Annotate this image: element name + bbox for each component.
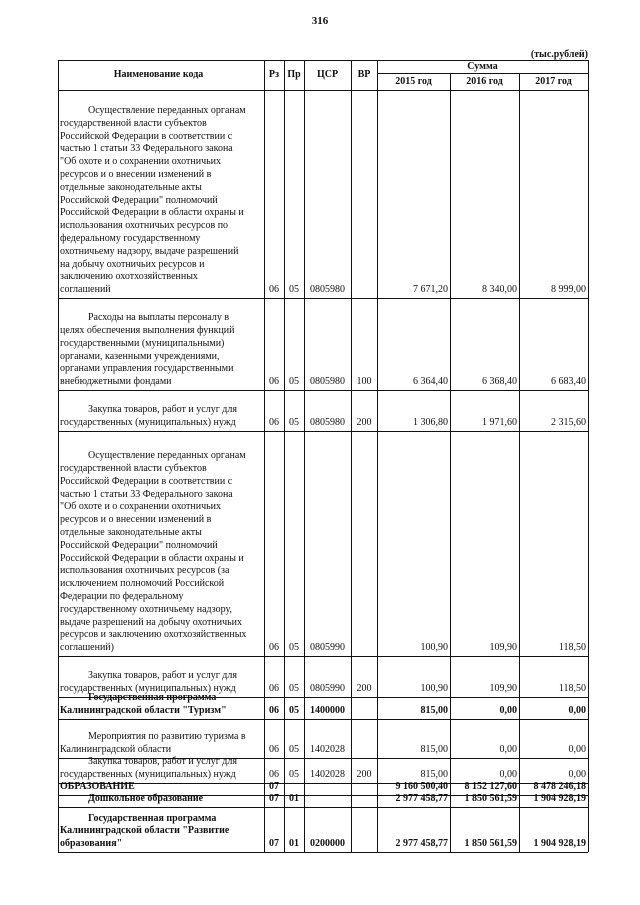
row-name-line: Мероприятия по развитию туризма в [88, 731, 246, 743]
row-rz: 06 [269, 284, 279, 296]
row-rule [58, 807, 588, 808]
row-rule [58, 656, 588, 657]
row-name-line: использования охотничьих ресурсов по [60, 220, 229, 232]
row-vr: 200 [356, 769, 372, 781]
row-pr: 01 [289, 793, 299, 805]
row-name-line: органами, казенными учреждениями, [60, 350, 220, 362]
row-name-line: федеральному государственному [60, 232, 201, 244]
row-name-line: государственных (муниципальных) нужд [60, 769, 236, 781]
row-name-line: использования охотничьих ресурсов (за [60, 565, 230, 577]
row-csr: 0805980 [310, 284, 345, 296]
row-name-line: целях обеспечения выполнения функций [60, 324, 235, 336]
row-pr: 01 [289, 838, 299, 850]
units-label: (тыс.рублей) [530, 49, 588, 60]
row-name-line: Осуществление переданных органам [88, 450, 246, 462]
table-top-rule [58, 60, 588, 61]
column-rule [377, 60, 378, 852]
column-rule [304, 60, 305, 852]
row-name-line: соглашений [60, 284, 111, 296]
header-rz: Рз [268, 69, 280, 81]
row-rule [58, 390, 588, 391]
row-name [59, 793, 264, 806]
row-vr: 100 [356, 376, 372, 388]
header-2015: 2015 год [395, 75, 432, 87]
row-name-line: ресурсов и о внесении изменений в [60, 168, 212, 180]
row-name [59, 756, 264, 782]
row-2015: 1 306,80 [413, 417, 448, 429]
row-2015: 2 977 458,77 [395, 793, 448, 805]
row-name-line: Закупка товаров, работ и услуг для [88, 404, 237, 416]
row-2015: 100,90 [420, 683, 448, 695]
sum-header-rule [377, 73, 588, 74]
row-2016: 0,00 [499, 769, 517, 781]
row-vr: 200 [356, 683, 372, 695]
page-number: 316 [311, 15, 329, 27]
row-name-line: на добычу охотничьих ресурсов и [60, 258, 205, 270]
row-name-line: внебюджетными фондами [60, 376, 172, 388]
row-name [59, 781, 264, 794]
row-name-line: охотничьему надзору, выдаче разрешений [60, 245, 239, 257]
row-2017: 1 904 928,19 [533, 838, 586, 850]
row-2016: 109,90 [489, 683, 517, 695]
row-name-line: Закупка товаров, работ и услуг для [88, 756, 237, 768]
row-rule [58, 431, 588, 432]
row-name-line: исключением полномочий Российской [60, 578, 225, 590]
row-name-line: заключению охотхозяйственных [60, 271, 198, 283]
row-name-line: государственными (муниципальными) [60, 337, 225, 349]
row-rz: 06 [269, 376, 279, 388]
row-name-line: образования" [60, 838, 123, 850]
row-2015: 2 977 458,77 [395, 838, 448, 850]
row-2017: 118,50 [558, 642, 586, 654]
row-pr: 05 [289, 284, 299, 296]
row-name-line: Российской Федерации в соответствии с [60, 130, 233, 142]
row-2017: 8 478 246,18 [533, 781, 586, 793]
row-name-line: ОБРАЗОВАНИЕ [60, 781, 135, 793]
row-pr: 05 [289, 642, 299, 654]
row-rz: 06 [269, 744, 279, 756]
column-rule [450, 73, 451, 852]
row-csr: 0200000 [310, 838, 345, 850]
row-pr: 05 [289, 705, 299, 717]
header-vr: ВР [357, 69, 371, 81]
row-name-line: Государственная программа [88, 812, 217, 824]
row-name-line: частью 1 статьи 33 Федерального закона [60, 488, 233, 500]
row-csr: 1400000 [310, 705, 345, 717]
row-2017: 0,00 [568, 744, 586, 756]
row-vr: 200 [356, 417, 372, 429]
row-2017: 8 999,00 [551, 284, 586, 296]
row-rz: 07 [269, 793, 279, 805]
row-rule [58, 298, 588, 299]
row-2016: 1 850 561,59 [464, 793, 517, 805]
header-2017: 2017 год [535, 75, 572, 87]
row-name-line: частью 1 статьи 33 Федерального закона [60, 143, 233, 155]
row-name-line: Закупка товаров, работ и услуг для [88, 670, 237, 682]
row-csr: 1402028 [310, 744, 345, 756]
row-name [59, 692, 264, 718]
row-2015: 7 671,20 [413, 284, 448, 296]
row-2016: 8 152 127,60 [464, 781, 517, 793]
header-sum: Сумма [467, 60, 498, 72]
row-pr: 05 [289, 683, 299, 695]
column-rule [519, 73, 520, 852]
row-name-line: органами управления государственными [60, 363, 234, 375]
row-name-line: государственных (муниципальных) нужд [60, 417, 236, 429]
row-2016: 0,00 [499, 705, 517, 717]
row-rule [58, 852, 588, 853]
column-rule [588, 60, 589, 852]
row-2015: 815,00 [420, 744, 448, 756]
row-2015: 100,90 [420, 642, 448, 654]
header-2016: 2016 год [466, 75, 503, 87]
row-name-line: соглашений) [60, 642, 114, 654]
column-rule [264, 60, 265, 852]
row-2016: 8 340,00 [482, 284, 517, 296]
row-2017: 1 904 928,19 [533, 793, 586, 805]
row-2017: 118,50 [558, 683, 586, 695]
row-name-line: государственному охотничьему надзору, [60, 603, 232, 615]
row-pr: 05 [289, 769, 299, 781]
row-rule [58, 719, 588, 720]
row-2016: 109,90 [489, 642, 517, 654]
header-csr: ЦСР [316, 69, 339, 81]
row-name [59, 731, 264, 757]
row-name-line: государственных (муниципальных) нужд [60, 683, 236, 695]
row-rz: 06 [269, 642, 279, 654]
row-name-line: Дошкольное образование [88, 793, 204, 805]
row-rz: 07 [269, 781, 279, 793]
row-pr: 05 [289, 417, 299, 429]
row-csr: 0805980 [310, 417, 345, 429]
row-name-line: Калининградской области [60, 744, 172, 756]
row-name-line: отдельные законодательные акты [60, 526, 202, 538]
row-2016: 1 850 561,59 [464, 838, 517, 850]
row-name-line: "Об охоте и о сохранении охотничьих [60, 156, 222, 168]
row-2016: 6 368,40 [482, 376, 517, 388]
row-2017: 0,00 [568, 769, 586, 781]
row-name-line: ресурсов и заключению охотхозяйственных [60, 629, 247, 641]
row-name-line: Калининградской области "Развитие [60, 825, 230, 837]
header-pr: Пр [287, 69, 301, 81]
row-2015: 9 160 500,40 [395, 781, 448, 793]
row-rz: 06 [269, 705, 279, 717]
row-name-line: Российской Федерации в области охраны и [60, 207, 244, 219]
row-csr: 0805990 [310, 642, 345, 654]
row-name-line: выдаче разрешений на добычу охотничьих [60, 616, 243, 628]
row-pr: 05 [289, 744, 299, 756]
row-2015: 6 364,40 [413, 376, 448, 388]
row-rz: 06 [269, 769, 279, 781]
row-name [59, 813, 264, 851]
row-name-line: Российской Федерации в области охраны и [60, 552, 244, 564]
row-name-line: Российской Федерации" полномочий [60, 539, 218, 551]
row-name-line: Государственная программа [88, 692, 217, 704]
row-name [59, 450, 264, 655]
row-name-line: ресурсов и о внесении изменений в [60, 514, 212, 526]
row-name [59, 404, 264, 430]
row-name-line: "Об охоте и о сохранении охотничьих [60, 501, 222, 513]
row-2016: 1 971,60 [482, 417, 517, 429]
row-2015: 815,00 [420, 769, 448, 781]
row-name [59, 312, 264, 389]
row-2017: 2 315,60 [551, 417, 586, 429]
row-pr: 05 [289, 376, 299, 388]
row-rz: 06 [269, 683, 279, 695]
row-rz: 07 [269, 838, 279, 850]
row-csr: 1402028 [310, 769, 345, 781]
row-name-line: отдельные законодательные акты [60, 181, 202, 193]
row-name-line: Федерации по федеральному [60, 590, 184, 602]
column-rule [351, 60, 352, 852]
row-2017: 0,00 [568, 705, 586, 717]
row-2016: 0,00 [499, 744, 517, 756]
row-name-line: государственной власти субъектов [60, 117, 207, 129]
row-name-line: Осуществление переданных органам [88, 105, 246, 116]
row-name-line: Российской Федерации в соответствии с [60, 475, 233, 487]
row-csr: 0805980 [310, 376, 345, 388]
row-name-line: государственной власти субъектов [60, 462, 207, 474]
header-bottom-rule [58, 90, 588, 91]
row-name-line: Калининградской области "Туризм" [60, 705, 227, 717]
row-2017: 6 683,40 [551, 376, 586, 388]
row-rz: 06 [269, 417, 279, 429]
row-name [59, 105, 264, 297]
row-csr: 0805990 [310, 683, 345, 695]
row-name-line: Расходы на выплаты персоналу в [88, 312, 230, 324]
row-2015: 815,00 [420, 705, 448, 717]
header-name: Наименование кода [113, 69, 204, 81]
row-name-line: Российской Федерации" полномочий [60, 194, 218, 206]
column-rule [284, 60, 285, 852]
